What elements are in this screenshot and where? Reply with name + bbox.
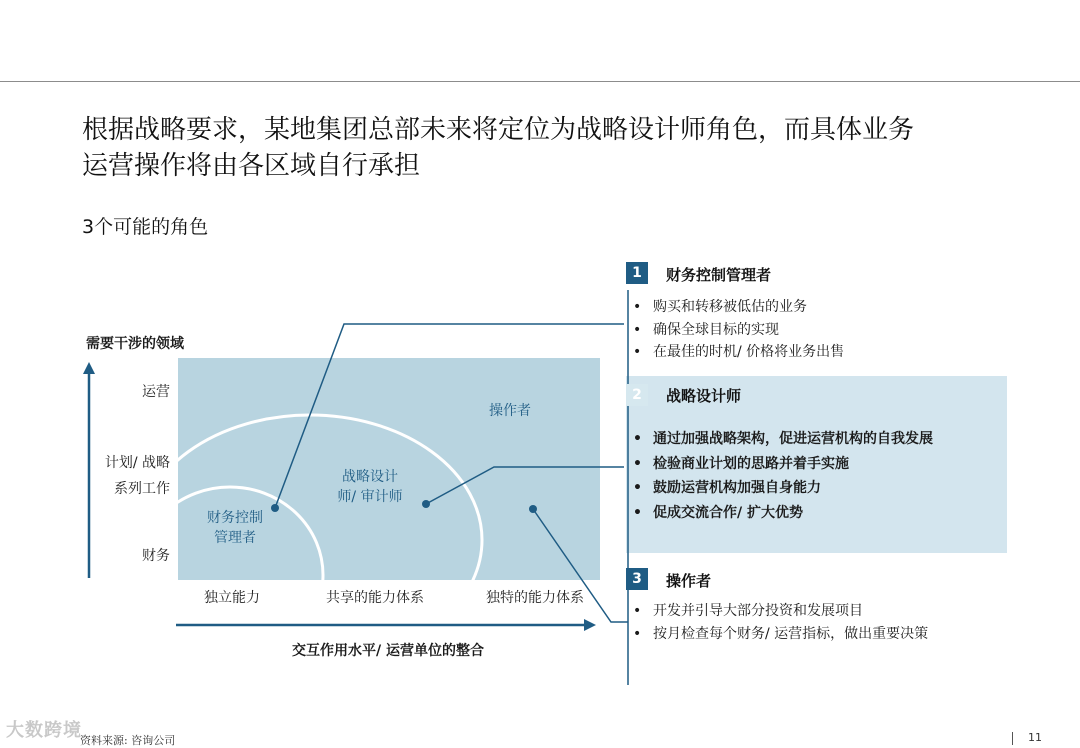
zone-3-label: 操作者 [489, 403, 531, 419]
role-3-title: 操作者 [666, 572, 712, 590]
zone-1-label [190, 508, 280, 548]
y-tick-finance: 财务 [142, 548, 170, 564]
list-item: • 鼓励运营机构加强自身能力 [627, 476, 933, 501]
role-1-bullets [627, 296, 844, 364]
zone-1-label-line-1: 财务控制 [207, 510, 263, 526]
list-item: • 通过加强战略架构，促进运营机构的自我发展 [627, 427, 933, 452]
list-item: • 检验商业计划的思路并着手实施 [627, 452, 933, 477]
x-tick-independent: 独立能力 [204, 590, 260, 606]
role-1-title: 财务控制管理者 [666, 266, 772, 284]
source-note: 资料来源: 咨询公司 [80, 734, 176, 747]
zone-2-label [325, 467, 415, 507]
role-2-bullets [627, 427, 933, 525]
list-item: • 开发并引导大部分投资和发展项目 [627, 600, 928, 623]
page-number: 11 [1028, 731, 1042, 744]
zone-2-dot [422, 500, 430, 508]
x-tick-shared: 共享的能力体系 [326, 590, 424, 606]
title-line-1: 根据战略要求，某地集团总部未来将定位为战略设计师角色，而具体业务 [82, 115, 915, 145]
list-item: • 购买和转移被低估的业务 [627, 296, 844, 319]
title-line-2: 运营操作将由各区域自行承担 [82, 151, 421, 181]
y-tick-operations: 运营 [142, 384, 170, 400]
watermark: 大数跨境 [6, 720, 82, 741]
y-tick-series-work: 系列工作 [114, 481, 170, 497]
list-item: • 在最佳的时机/ 价格将业务出售 [627, 341, 844, 364]
list-item: • 促成交流合作/ 扩大优势 [627, 501, 933, 526]
x-axis-arrowhead [584, 619, 596, 631]
role-1-number: 1 [626, 262, 648, 284]
list-item: • 按月检查每个财务/ 运营指标，做出重要决策 [627, 623, 928, 646]
page-number-divider [1012, 732, 1013, 745]
subtitle: 3个可能的角色 [82, 216, 209, 238]
zone-2-label-line-1: 战略设计 [342, 469, 398, 485]
role-2-title: 战略设计师 [666, 387, 742, 405]
zone-1-label-line-2: 管理者 [214, 530, 256, 546]
role-3-number: 3 [626, 568, 648, 590]
y-axis-label: 需要干涉的领域 [86, 336, 184, 352]
list-item: • 确保全球目标的实现 [627, 319, 844, 342]
y-axis-arrowhead [83, 362, 95, 374]
zone-2-label-line-2: 师/ 审计师 [337, 489, 403, 505]
zone-3-dot [529, 505, 537, 513]
x-tick-unique: 独特的能力体系 [486, 590, 584, 606]
role-2-number: 2 [626, 384, 648, 406]
x-axis-label: 交互作用水平/ 运营单位的整合 [292, 643, 484, 659]
role-3-bullets [627, 600, 928, 645]
y-tick-planning: 计划/ 战略 [104, 455, 170, 471]
